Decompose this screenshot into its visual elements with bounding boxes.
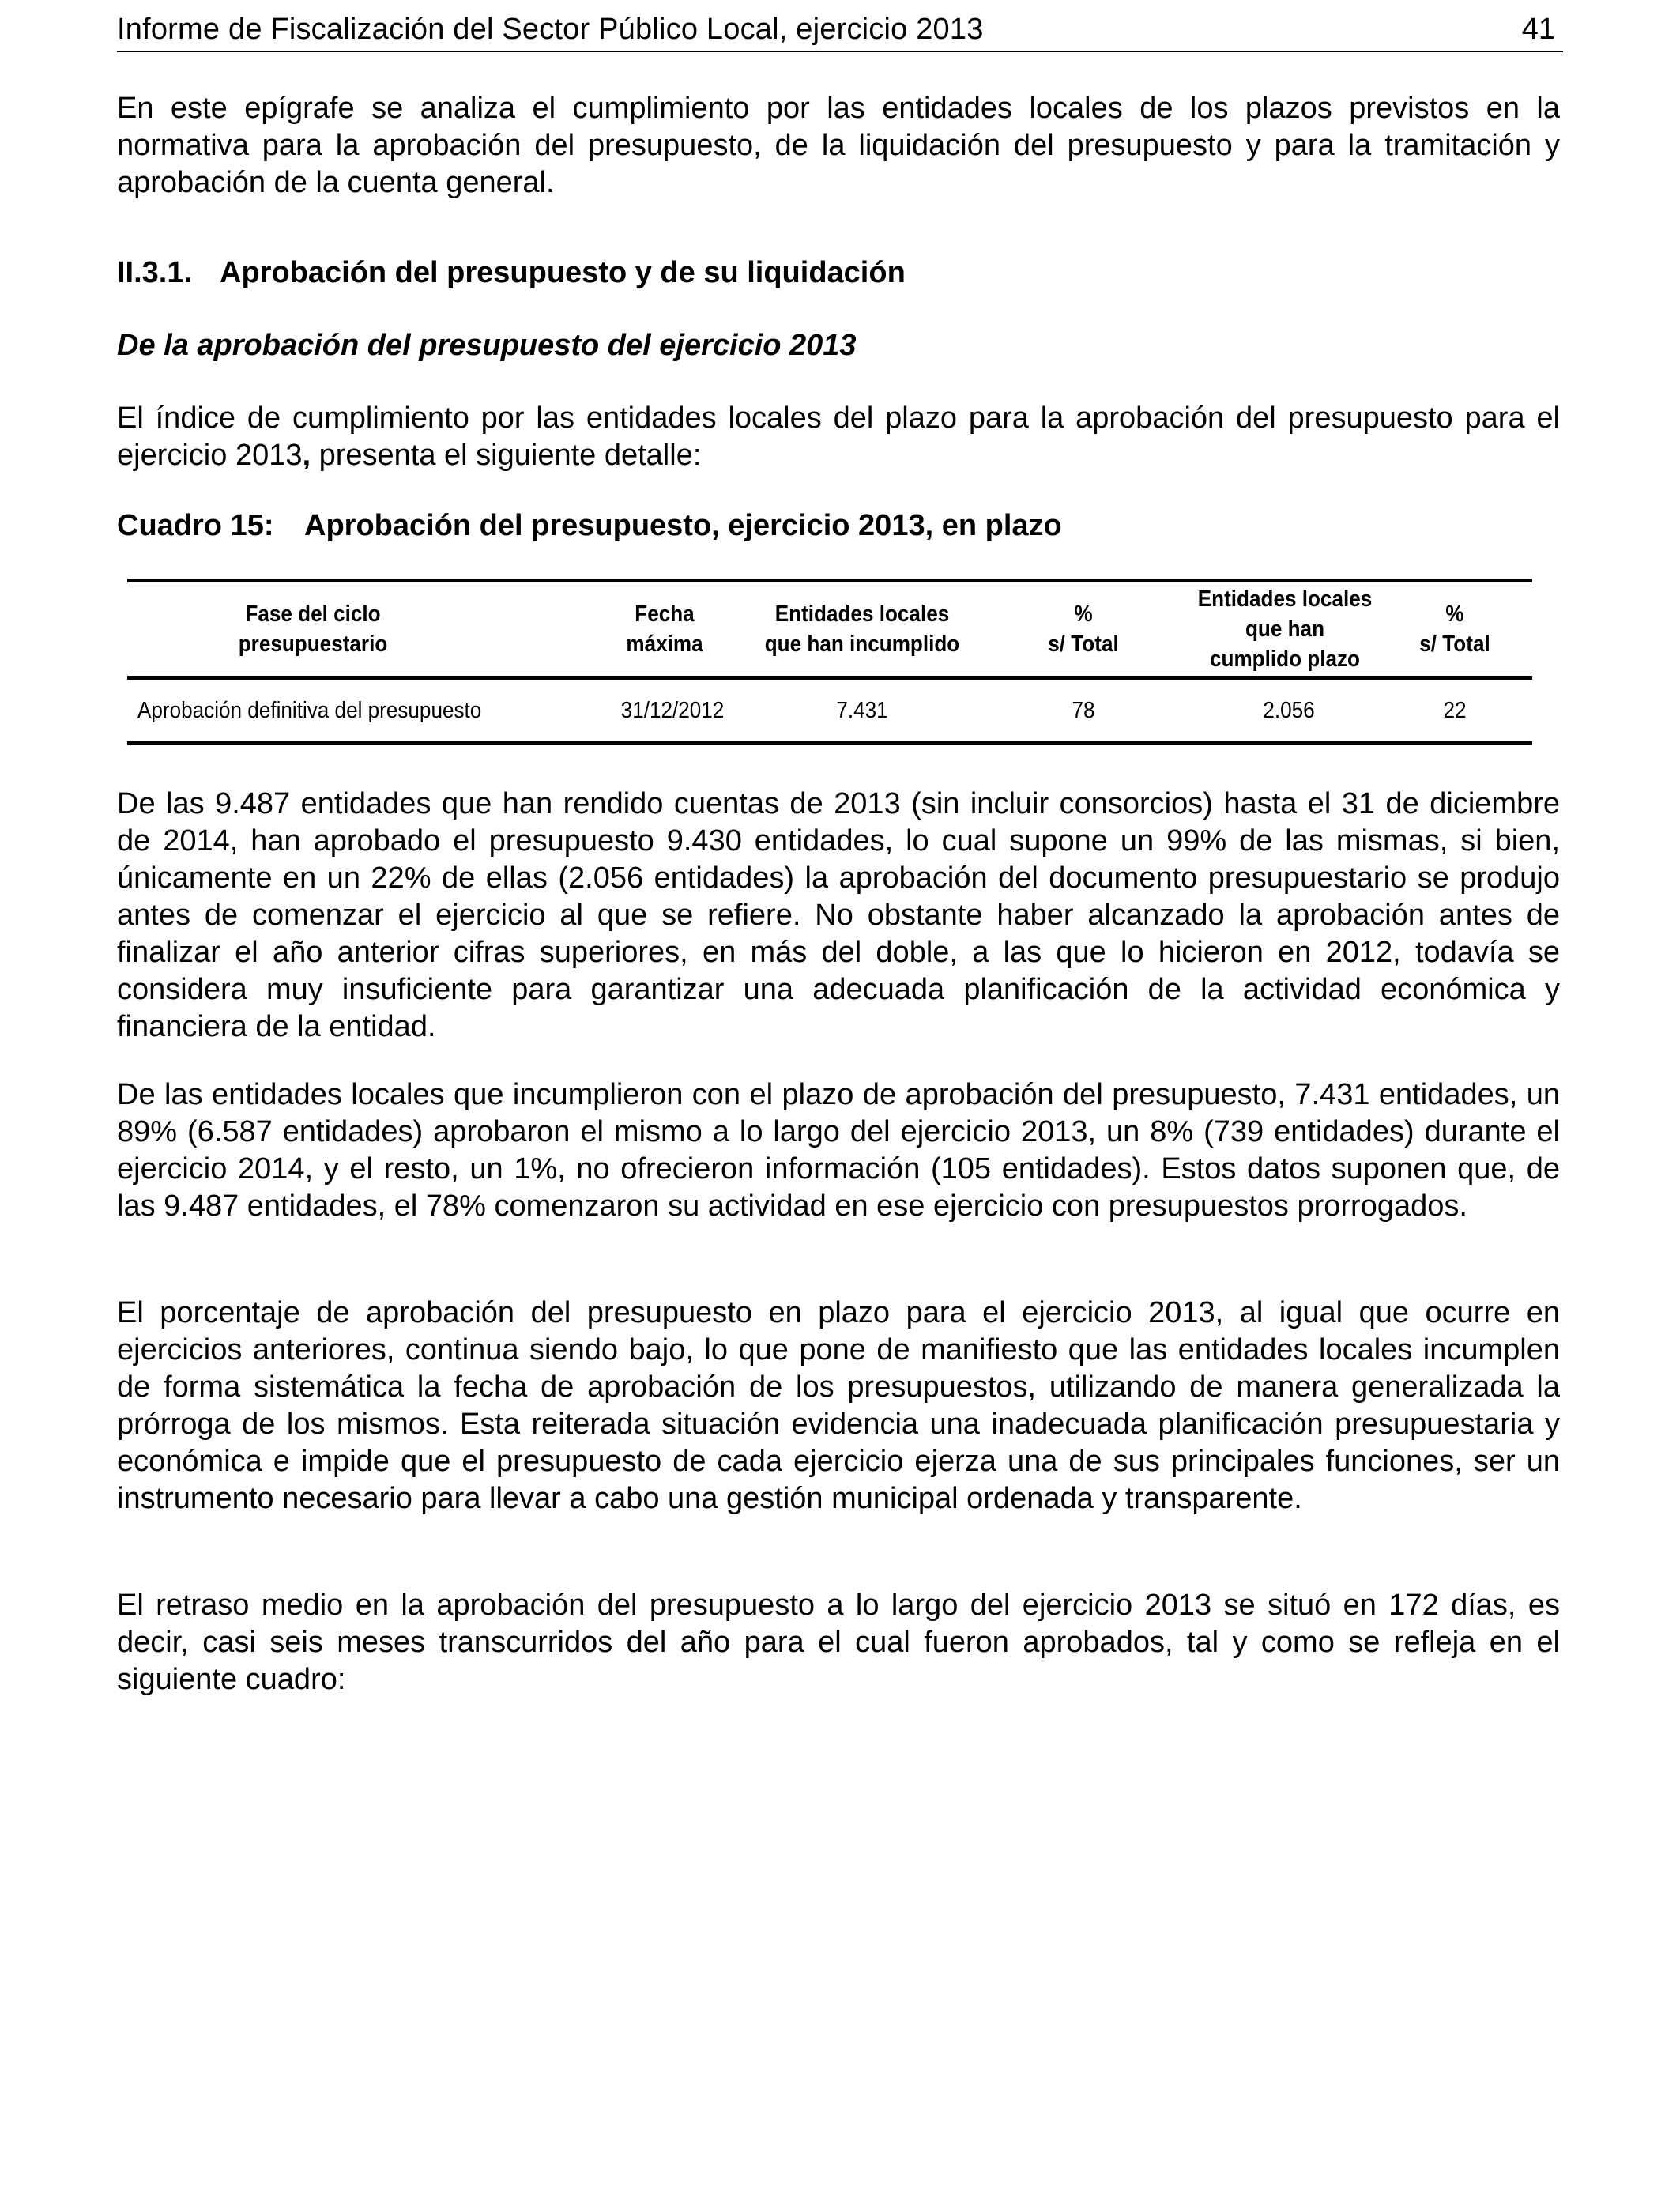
header-line: Fase del ciclo: [245, 601, 381, 627]
header-line: máxima: [626, 631, 703, 657]
paragraph-approval-rate: El porcentaje de aprobación del presupuesto en plazo para el ejercicio 2013, al igual que ocurre en ejercicios anteriores, continua siendo bajo, lo que pone de manifiesto que las entidades locales incumplen de forma sistemática la fecha de aprobación de los presupuestos, utilizando de manera generalizada la prórroga de los mismos. Esta reiterada situación evidencia una inadecuada planificación presupuestaria y económica e impide que el presupuesto de cada ejercicio ejerza una de sus principales funciones, ser un instrumento necesario para llevar a cabo una gestión municipal ordenada y transparente.: [117, 1296, 1560, 1515]
header-line: presupuestario: [238, 631, 388, 657]
table-header-compliant-pct: [1398, 582, 1512, 676]
header-line: s/ Total: [1419, 631, 1490, 657]
paragraph-comma: ,: [302, 439, 311, 472]
header-line: %: [1074, 601, 1093, 627]
budget-approval-table: [127, 579, 1532, 745]
table-bottom-rule: [127, 741, 1532, 745]
table-caption: [117, 507, 1062, 545]
header-line: Entidades locales: [774, 601, 950, 627]
header-line: que han incumplido: [764, 631, 960, 657]
paragraph-text: El índice de cumplimiento por las entidades locales del plazo para la aprobación del presupuesto para el ejercicio 2013: [117, 401, 1560, 472]
table-cell-phase: Aprobación definitiva del presupuesto: [137, 697, 482, 723]
table-caption-label: Cuadro 15:: [117, 509, 274, 542]
page-number: 41: [1521, 13, 1555, 46]
paragraph-text-end: presenta el siguiente detalle:: [311, 439, 702, 472]
table-header-compliant: [1168, 582, 1403, 676]
table-cell-date: 31/12/2012: [620, 697, 725, 723]
table-cell-compliant: 2.056: [1263, 697, 1315, 723]
table-header-date: [593, 582, 736, 676]
table-header-noncompliant: [748, 582, 976, 676]
subsection-heading: De la aprobación del presupuesto del ejercicio 2013: [117, 329, 857, 362]
header-line: Fecha: [635, 601, 695, 627]
paragraph-submitted-accounts: De las 9.487 entidades que han rendido cuentas de 2013 (sin incluir consorcios) hasta el 31 de diciembre de 2014, han aprobado el presupuesto 9.430 entidades, lo cual supone un 99% de las mismas, si bien, únicamente en un 22% de ellas (2.056 entidades) la aprobación del documento presupuestario se produjo antes de comenzar el ejercicio al que se refiere. No obstante haber alcanzado la aprobación antes de finalizar el año anterior cifras superiores, en más del doble, a las que lo hicieron en 2012, todavía se considera muy insuficiente para garantizar una adecuada planificación de la actividad económica y financiera de la entidad.: [117, 787, 1560, 1043]
intro-paragraph: En este epígrafe se analiza el cumplimiento por las entidades locales de los plazos previstos en la normativa para la aprobación del presupuesto, de la liquidación del presupuesto y para la tramitación y aprobación de la cuenta general.: [117, 92, 1560, 199]
paragraph-noncompliant-entities: De las entidades locales que incumplieron con el plazo de aprobación del presupuesto, 7.431 entidades, un 89% (6.587 entidades) aprobaron el mismo a lo largo del ejercicio 2013, un 8% (739 entidades) durante el ejercicio 2014, y el resto, un 1%, no ofrecieron información (105 entidades). Estos datos suponen que, de las 9.487 entidades, el 78% comenzaron su actividad en ese ejercicio con presupuestos prorrogados.: [117, 1078, 1560, 1223]
section-number: II.3.1.: [117, 256, 193, 289]
header-line: s/ Total: [1048, 631, 1119, 657]
paragraph-intro-detail: [117, 400, 1560, 474]
header-line: Entidades locales: [1197, 586, 1373, 612]
paragraph-average-delay: El retraso medio en la aprobación del presupuesto a lo largo del ejercicio 2013 se situó en 172 días, es decir, casi seis meses transcurridos del año para el cual fueron aprobados, tal y como se refleja en el siguiente cuadro:: [117, 1589, 1560, 1696]
table-cell-noncompliant-pct: 78: [1072, 697, 1095, 723]
table-header-noncompliant-pct: [1026, 582, 1140, 676]
header-line: %: [1445, 601, 1464, 627]
table-cell-noncompliant: 7.431: [836, 697, 888, 723]
table-caption-title: Aprobación del presupuesto, ejercicio 2013, en plazo: [304, 509, 1062, 542]
section-heading: [117, 254, 906, 292]
table-header-phase: [175, 582, 452, 676]
header-line: cumplido plazo: [1210, 647, 1360, 672]
header-line: que han: [1245, 616, 1325, 642]
running-header: [117, 8, 1563, 52]
report-title: Informe de Fiscalización del Sector Público Local, ejercicio 2013: [117, 13, 984, 46]
table-cell-compliant-pct: 22: [1443, 697, 1467, 723]
section-title: Aprobación del presupuesto y de su liquidación: [220, 256, 906, 289]
